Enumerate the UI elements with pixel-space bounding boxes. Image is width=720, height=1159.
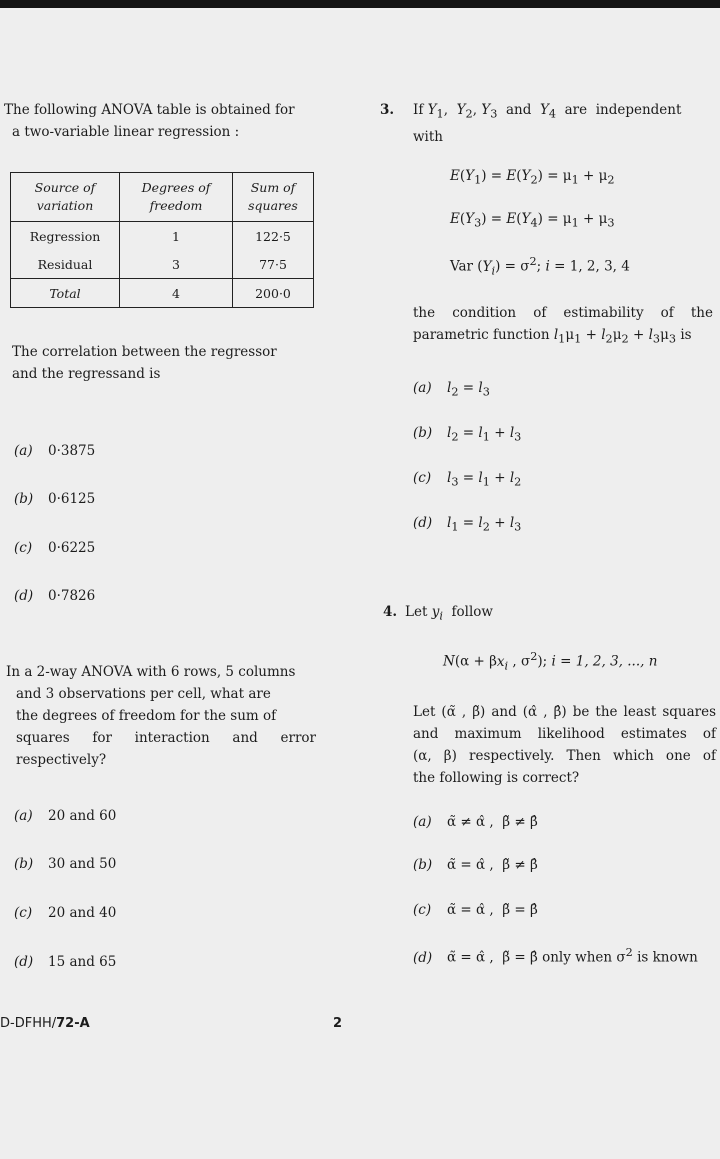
twoway-line-2: and 3 observations per cell, what are [16, 686, 271, 702]
anova-correlation-question [12, 341, 314, 385]
q3-condition-line-1: the condition of estimability of the [413, 305, 713, 321]
twoway-option-a[interactable] [14, 808, 116, 824]
option-label: (a) [413, 814, 432, 830]
header-source-line-1: Source of [34, 180, 96, 195]
q4-index-range: i = 1, 2, 3, ..., n [551, 653, 658, 670]
anova-option-c[interactable] [14, 540, 95, 556]
twoway-line-5: respectively? [16, 752, 107, 768]
table-row [11, 222, 314, 251]
anova-option-b[interactable] [14, 491, 95, 507]
header-sum-of-squares [233, 173, 314, 222]
option-label: (b) [14, 856, 34, 872]
q3-option-c[interactable]: (c) $l_3 = l_1 + l_2$ [413, 470, 522, 489]
option-text: 20 and 40 [48, 905, 117, 921]
footer-exam-code [0, 1016, 90, 1031]
correlation-line-1: The correlation between the regressor [12, 344, 277, 360]
q4-let-word: Let [405, 604, 428, 620]
q4-distribution: $N(\alpha + \beta x_i$ , $\sigma^2$); i = 1, 2, 3, ..., n [443, 650, 658, 673]
correlation-line-2: and the regressand is [12, 366, 161, 382]
footer-code-prefix: D-DFHH/ [0, 1016, 57, 1031]
question-4-number: 4. [383, 604, 398, 620]
twoway-line-4: squares for interaction and error [16, 730, 316, 746]
option-text: 0·7826 [48, 588, 96, 604]
twoway-anova-question [6, 661, 316, 771]
row-residual-df: 3 [120, 250, 233, 279]
option-text: 0·6225 [48, 540, 96, 556]
option-label: (d) [14, 954, 34, 970]
q4-para-line-1: Let (α̃ , β̃) and (α̂ , β̂) be the least squares [413, 704, 716, 720]
q4-option-c[interactable]: (c) α̃ = α̂ , β̃ = β̂ [413, 902, 538, 918]
q3-expectation-1: $E(Y_1) = E(Y_2) = \mu_1 + \mu_2$ [450, 168, 615, 187]
row-total-ss: 200·0 [233, 279, 314, 308]
option-label: (b) [413, 857, 433, 873]
anova-stem-line-2: a two-variable linear regression : [12, 124, 240, 140]
q4-estimates-paragraph [413, 701, 716, 789]
twoway-option-b[interactable] [14, 856, 116, 872]
q3-option-a[interactable]: (a) $l_2 = l_3$ [413, 380, 490, 399]
q4-follow-word: follow [451, 604, 493, 620]
row-total-df: 4 [120, 279, 233, 308]
twoway-line-3: the degrees of freedom for the sum of [16, 708, 277, 724]
option-label: (b) [14, 491, 34, 507]
q4-option-d-suffix: only when σ [542, 949, 626, 966]
q4-option-d-end: is known [637, 949, 698, 966]
q4-para-line-1-mid: be the least squares [572, 704, 716, 720]
top-border-bar [0, 0, 720, 8]
anova-option-d[interactable] [14, 588, 95, 604]
option-label: (a) [14, 808, 33, 824]
option-text: 0·6125 [48, 491, 96, 507]
option-label: (c) [413, 902, 432, 918]
option-text: 20 and 60 [48, 808, 117, 824]
header-df-line-2: freedom [149, 198, 203, 213]
header-source-of-variation [11, 173, 120, 222]
option-text: 15 and 65 [48, 954, 117, 970]
q4-option-d[interactable]: (d) α̃ = α̂ , β̃ = β̂ only when $\sigma^2$ is known [413, 946, 698, 966]
anova-table-header-row [11, 173, 314, 222]
twoway-option-c[interactable] [14, 905, 116, 921]
q3-intro-line-2: with [413, 128, 443, 145]
q3-variance: Var $(Y_i) = \sigma^2$; i = 1, 2, 3, 4 [450, 255, 630, 278]
option-label: (c) [14, 540, 33, 556]
header-degrees-of-freedom [120, 173, 233, 222]
row-total-source: Total [11, 279, 120, 308]
option-text: 0·3875 [48, 443, 96, 459]
q4-option-a[interactable]: (a) α̃ ≠ α̂ , β̃ ≠ β̂ [413, 814, 538, 830]
row-regression-source: Regression [11, 222, 120, 251]
anova-table [10, 172, 314, 308]
option-label: (d) [413, 949, 433, 966]
anova-question-stem [4, 99, 314, 143]
table-total-row [11, 279, 314, 308]
question-3-intro [405, 99, 715, 148]
q4-let-statement: Let $y_i$ follow [405, 604, 493, 623]
q3-intro-line-1: If $Y_1$, $Y_2$, $Y_3$ and $Y_4$ are independent [413, 102, 682, 121]
row-residual-ss: 77·5 [233, 250, 314, 279]
q4-para-line-3-suffix: respectively. Then which one of [469, 748, 716, 764]
anova-stem-line-1: The following ANOVA table is obtained for [4, 102, 295, 118]
header-df-line-1: Degrees of [141, 180, 211, 195]
q3-condition-suffix: is [680, 327, 692, 343]
header-source-line-2: variation [36, 198, 94, 213]
q3-estimability-condition [413, 302, 713, 351]
page-number: 2 [333, 1016, 343, 1031]
q4-para-line-4: the following is correct? [413, 770, 580, 786]
option-label: (d) [14, 588, 34, 604]
q3-expectation-2: $E(Y_3) = E(Y_4) = \mu_1 + \mu_3$ [450, 211, 615, 230]
q3-condition-prefix: parametric function [413, 327, 550, 343]
twoway-option-d[interactable] [14, 954, 116, 970]
option-label: (a) [14, 443, 33, 459]
table-row [11, 250, 314, 279]
option-text: 30 and 50 [48, 856, 117, 872]
q3-option-d[interactable]: (d) $l_1 = l_2 + l_3$ [413, 515, 522, 534]
row-residual-source: Residual [11, 250, 120, 279]
header-ss-line-2: squares [248, 198, 298, 213]
row-regression-df: 1 [120, 222, 233, 251]
row-regression-ss: 122·5 [233, 222, 314, 251]
q4-para-line-2: and maximum likelihood estimates of [413, 726, 716, 742]
q4-para-line-3: (α, β) respectively. Then which one of [413, 748, 716, 764]
anova-option-a[interactable] [14, 443, 95, 459]
twoway-line-1: In a 2-way ANOVA with 6 rows, 5 columns [6, 664, 296, 680]
q3-option-b[interactable]: (b) $l_2 = l_1 + l_3$ [413, 425, 522, 444]
question-3-number: 3. [380, 102, 395, 118]
q3-condition-line-2: parametric function $l_1\mu_1 + l_2\mu_2 + l_3\mu_3$ is [413, 327, 692, 346]
q4-option-b[interactable]: (b) α̃ = α̂ , β̃ ≠ β̂ [413, 857, 538, 873]
option-label: (c) [14, 905, 33, 921]
header-ss-line-1: Sum of [250, 180, 296, 195]
footer-code-bold: 72-A [56, 1016, 90, 1031]
